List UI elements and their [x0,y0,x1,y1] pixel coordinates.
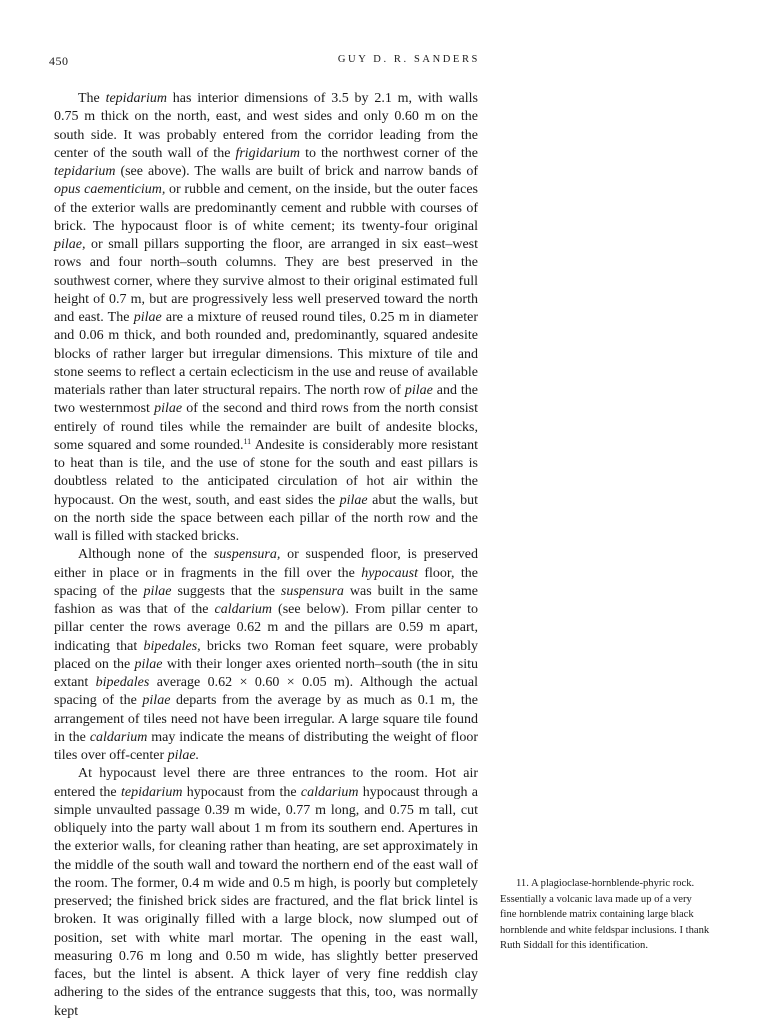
italic-term: suspensura, [213,547,281,563]
text-run: or small pillars supporting the floor, are arranged in six east–west rows and four north–south columns. They are best preserved in the southwest corner, where they survive almost to their original estimated full height of 0.7 m, but are progressively less well preserved toward the north and east. The [54,237,478,325]
text-run: or suspended floor, is preserved either in place or in fragments in the fill over the [54,547,478,581]
text-run: has interior dimensions of 3.5 by 2.1 m, with walls 0.75 m thick on the north, east, and west sides and only 0.60 m on the south side. It was probably entered from the corridor leading from the center of the south wall of the [54,91,478,161]
footnote [500,876,710,954]
italic-term: tepidarium [54,164,116,179]
italic-term: suspensura [280,583,344,599]
italic-term: pilae [404,383,433,398]
text-run: was built in the same fashion as was that of the [54,583,479,617]
text-run: hypocaust from the [182,784,301,800]
italic-term: caldarium [300,784,359,800]
italic-term: bipedales [95,675,150,690]
italic-term: pilae, [54,237,86,252]
running-head: GUY D. R. SANDERS [337,54,480,65]
paragraph [54,765,478,1021]
text-run: are a mixture of reused round tiles, 0.25 m in diameter and 0.06 m thick, and both rounded and, predominantly, squared andesite blocks of rather larger but irregular dimensions. This mixture of tile and stone seems to reflect a certain eclecticism in the use and reuse of available materials rather than later structural repairs. The north row of [54,310,478,398]
footnote-ref: 11 [243,436,252,446]
footnote-number: 11. [516,878,529,889]
text-run: At hypocaust level there are three entrances to the room. Hot air entered the [54,766,478,800]
italic-term: bipedales, [143,638,201,654]
text-run: with their longer axes oriented north–south (the in situ extant [54,656,479,690]
text-run: suggests that the [171,583,281,599]
italic-term: pilae [134,656,163,672]
text-run: or rubble and cement, on the inside, but the outer faces of the exterior walls are predominantly cement and rubble with courses of brick. The hypocaust floor is of white cement; its twenty-four original [54,182,478,234]
italic-term: hypocaust [361,565,418,581]
text-run: Although none of the [78,547,214,563]
paragraph [54,90,478,546]
italic-term: pilae [133,310,162,325]
text-run: Andesite is considerably more resistant to heat than is tile, and the use of stone for the south and east pillars is doubtless related to the anticipated circulation of hot air within the hypocaust. On the west, south, and east sides the [54,437,478,508]
text-run: of the second and third rows from the north consist entirely of round tiles while the remainder are built of andesite blocks, some squared and some rounded. [54,401,478,453]
text-run: departs from the average by as much as 0.1 m, the arrangement of tiles need not have been irregular. A large square tile found in the [54,693,479,745]
italic-term: caldarium [89,729,148,745]
italic-term: tepidarium [105,91,168,106]
text-run: may indicate the means of distributing the weight of floor tiles over off-center [54,729,478,763]
text-run: (see below). From pillar center to pillar center the rows average 0.62 m and the pillars are 0.59 m apart, indicating that [54,602,478,654]
italic-term: pilae. [167,748,200,763]
text-run: to the northwest corner of the [300,145,478,161]
page-number: 450 [49,54,69,68]
italic-term: pilae [154,401,183,417]
text-run: abut the walls, but on the north side the space between each pillar of the north row and the wall is filled with stacked bricks. [54,492,478,544]
italic-term: caldarium [214,602,273,617]
italic-term: frigidarium [235,145,301,161]
italic-term: tepidarium [120,784,183,800]
italic-term: pilae [143,583,172,599]
text-run: average 0.62 × 0.60 × 0.05 m). Although the actual spacing of the [54,675,478,709]
paragraph [54,546,478,765]
italic-term: pilae [142,693,171,709]
text-run: bricks two Roman feet square, were probably placed on the [54,638,479,672]
text-run: (see above). The walls are built of brick and narrow bands of [115,164,478,179]
body-text [54,90,478,1021]
footnote-entry [500,876,710,954]
italic-term: pilae [339,492,368,508]
footnote-text: A plagioclase-hornblende-phyric rock. Essentially a volcanic lava made up of a very fine hornblende matrix containing large black hornblende and white feldspar inclusions. I thank Ruth Siddall for this identification. [500,878,710,951]
italic-term: opus caementicium, [54,182,166,198]
text-run: The [78,91,106,106]
text-run: hypocaust through a simple unvaulted passage 0.39 m wide, 0.77 m long, and 0.75 m tall, cut obliquely into the party wall about 1 m from its southern end. Apertures in the exterior walls, for cleaning rather than heating, are set approximately in the middle of the south wall and toward the northern end of the east wall of the room. The former, 0.4 m wide and 0.5 m high, is poorly but completely preserved; the finished brick sides are fractured, and the flat brick lintel is broken. It was originally filled with a large block, now slumped out of position, set with white marl mortar. The opening in the east wall, measuring 0.76 m long and 0.50 m wide, has slightly better preserved faces, but the lintel is absent. A thick layer of very fine reddish clay adhering to the sides of the entrance suggests that this, too, was normally kept [54,784,479,1019]
text-run: and the two westernmost [54,383,478,417]
text-run: floor, the spacing of the [54,565,479,599]
